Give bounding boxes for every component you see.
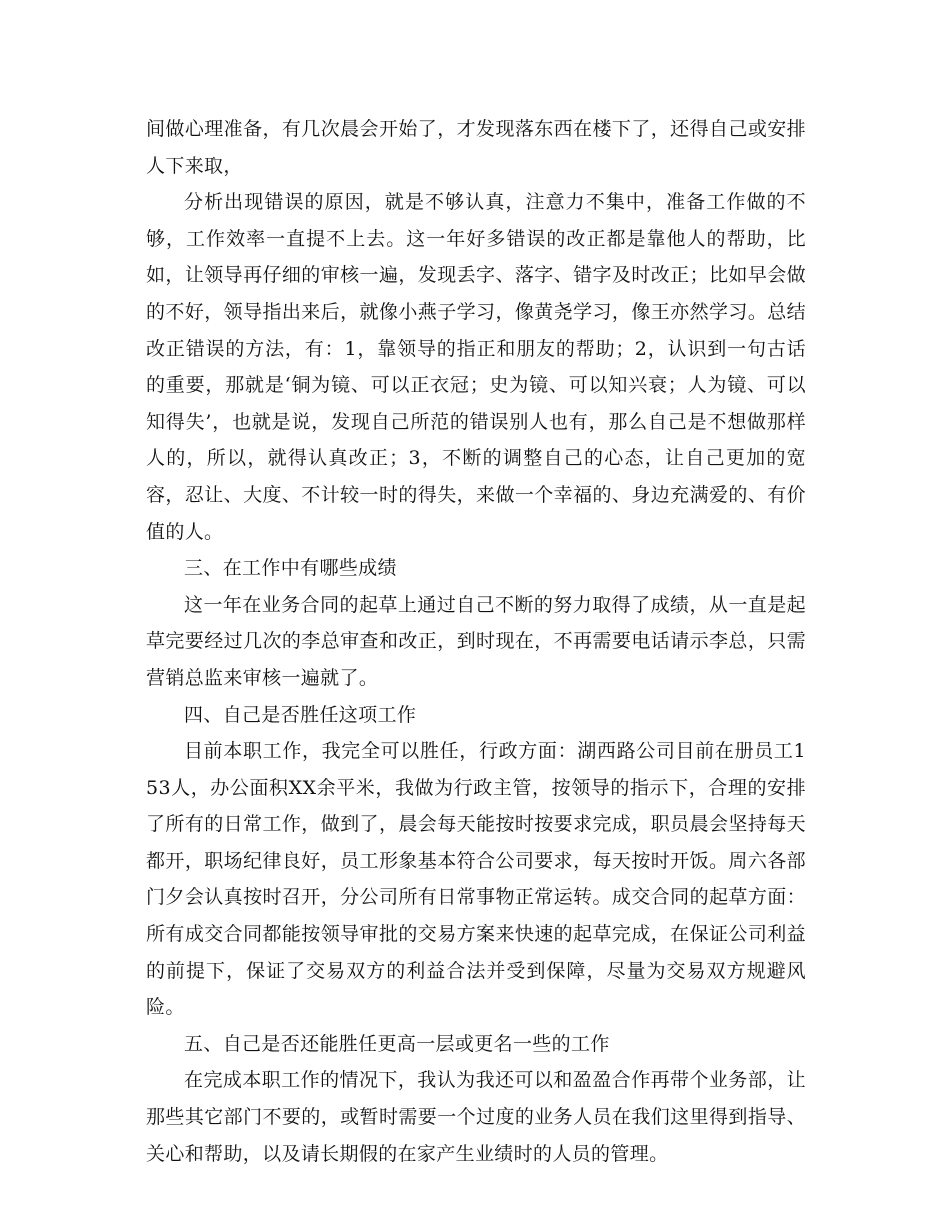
paragraph-higher-work: 在完成本职工作的情况下，我认为我还可以和盈盈合作再带个业务部，让那些其它部门不要的，或暂时需要一个过度的业务人员在我们这里得到指导、关心和帮助，以及请长期假的在家产生业绩时的人员的管理。 — [146, 1069, 806, 1165]
paragraph-achievements: 这一年在业务合同的起草上通过自己不断的努力取得了成绩，从一直是起草完要经过几次的李总审查和改正，到时现在，不再需要电话请示李总，只需营销总监来审核一遍就了。 — [146, 593, 806, 689]
section-heading-achievements: 三、在工作中有哪些成绩 — [184, 557, 397, 580]
document-page — [146, 111, 806, 1172]
paragraph-error-analysis: 分析出现错误的原因，就是不够认真，注意力不集中，准备工作做的不够，工作效率一直提不上去。这一年好多错误的改正都是靠他人的帮助，比如，让领导再仔细的审核一遍，发现丢字、落字、错字及时改正；比如早会做的不好，领导指出来后，就像小燕子学习，像黄尧学习，像王亦然学习。总结改正错误的方法，有：1，靠领导的指正和朋友的帮助；2，认识到一句古话的重要，那就是‘铜为镜、可以正衣冠；史为镜、可以知兴衰；人为镜、可以知得失’，也就是说，发现自己所范的错误别人也有，那么自己是不想做那样人的，所以，就得认真改正；3，不断的调整自己的心态，让自己更加的宽容，忍让、大度、不计较一时的得失，来做一个幸福的、身边充满爱的、有价值的人。 — [146, 191, 806, 543]
paragraph-competence: 目前本职工作，我完全可以胜任，行政方面：湖西路公司目前在册员工153人，办公面积XX余平米，我做为行政主管，按领导的指示下，合理的安排了所有的日常工作，做到了，晨会每天能按时按要求完成，职员晨会坚持每天都开，职场纪律良好，员工形象基本符合公司要求，每天按时开饭。周六各部门夕会认真按时召开，分公司所有日常事物正常运转。成交合同的起草方面：所有成交合同都能按领导审批的交易方案来快速的起草完成，在保证公司利益的前提下，保证了交易双方的利益合法并受到保障，尽量为交易双方规避风险。 — [146, 740, 806, 1019]
section-heading-competence: 四、自己是否胜任这项工作 — [184, 703, 417, 726]
paragraph-continuation: 间做心理准备，有几次晨会开始了，才发现落东西在楼下了，还得自己或安排人下来取， — [146, 118, 806, 177]
section-heading-higher-work: 五、自己是否还能胜任更高一层或更名一些的工作 — [184, 1032, 610, 1055]
